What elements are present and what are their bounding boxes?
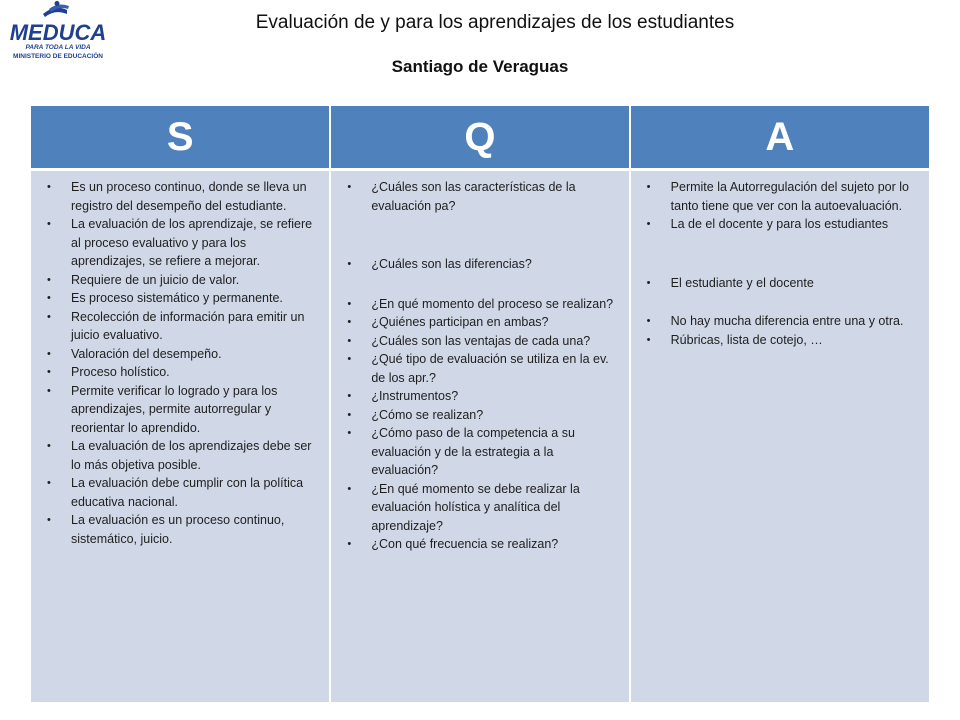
column-heading-q: Q xyxy=(330,106,629,170)
list-item: • ¿Cuáles son las características de la evaluación pa? xyxy=(341,178,618,215)
list-item: • La evaluación debe cumplir con la política educativa nacional. xyxy=(41,474,319,511)
list-item: • Valoración del desempeño. xyxy=(41,345,319,364)
list-item: • La evaluación de los aprendizajes debe ser lo más objetiva posible. xyxy=(41,437,319,474)
list-item: • ¿Cómo paso de la competencia a su evaluación y de la estrategia a la evaluación? xyxy=(341,424,618,480)
list-item: • Requiere de un juicio de valor. xyxy=(41,271,319,290)
list-item: • ¿Quiénes participan en ambas? xyxy=(341,313,618,332)
list-item: • Rúbricas, lista de cotejo, … xyxy=(641,331,919,350)
page-title: Evaluación de y para los aprendizajes de los estudiantes xyxy=(255,12,735,33)
list-item: • La evaluación de los aprendizaje, se refiere al proceso evaluativo y para los aprendizajes, se refiere a mejorar. xyxy=(41,215,319,271)
sqa-header-row xyxy=(31,106,929,170)
logo-brand: MEDUCA xyxy=(9,20,107,45)
list-item: • No hay mucha diferencia entre una y otra. xyxy=(641,312,919,331)
list-item: • Proceso holístico. xyxy=(41,363,319,382)
list-item: • ¿En qué momento se debe realizar la evaluación holística y analítica del aprendizaje? xyxy=(341,480,618,536)
list-item: • ¿Cómo se realizan? xyxy=(341,406,618,425)
list-item: • ¿En qué momento del proceso se realizan? xyxy=(341,295,618,314)
column-q-cell xyxy=(330,170,629,703)
list-item: • Permite la Autorregulación del sujeto por lo tanto tiene que ver con la autoevaluación. xyxy=(641,178,919,215)
column-s-cell xyxy=(31,170,330,703)
column-heading-a: A xyxy=(630,106,929,170)
column-s-list xyxy=(41,178,319,548)
list-item: • El estudiante y el docente xyxy=(641,274,919,293)
column-a-cell xyxy=(630,170,929,703)
column-heading-s: S xyxy=(31,106,330,170)
list-item: • Recolección de información para emitir un juicio evaluativo. xyxy=(41,308,319,345)
list-item: • ¿Cuáles son las diferencias? xyxy=(341,255,618,274)
list-item: • ¿Instrumentos? xyxy=(341,387,618,406)
list-item: • La de el docente y para los estudiantes xyxy=(641,215,919,234)
list-item: • Es proceso sistemático y permanente. xyxy=(41,289,319,308)
logo-tagline: PARA TODA LA VIDA xyxy=(25,44,91,51)
list-item: • La evaluación es un proceso continuo, sistemático, juicio. xyxy=(41,511,319,548)
list-item: • ¿Qué tipo de evaluación se utiliza en la ev. de los apr.? xyxy=(341,350,618,387)
page-subtitle: Santiago de Veraguas xyxy=(391,57,569,76)
list-item: • Es un proceso continuo, donde se lleva un registro del desempeño del estudiante. xyxy=(41,178,319,215)
list-item: • ¿Con qué frecuencia se realizan? xyxy=(341,535,618,554)
column-a-list xyxy=(641,178,919,349)
sqa-table xyxy=(31,106,929,702)
column-q-list xyxy=(341,178,618,554)
sqa-content-row xyxy=(31,170,929,703)
list-item: • Permite verificar lo logrado y para los aprendizajes, permite autorregular y reorientar lo aprendido. xyxy=(41,382,319,438)
logo-ministry: MINISTERIO DE EDUCACIÓN xyxy=(13,53,103,60)
list-item: • ¿Cuáles son las ventajas de cada una? xyxy=(341,332,618,351)
